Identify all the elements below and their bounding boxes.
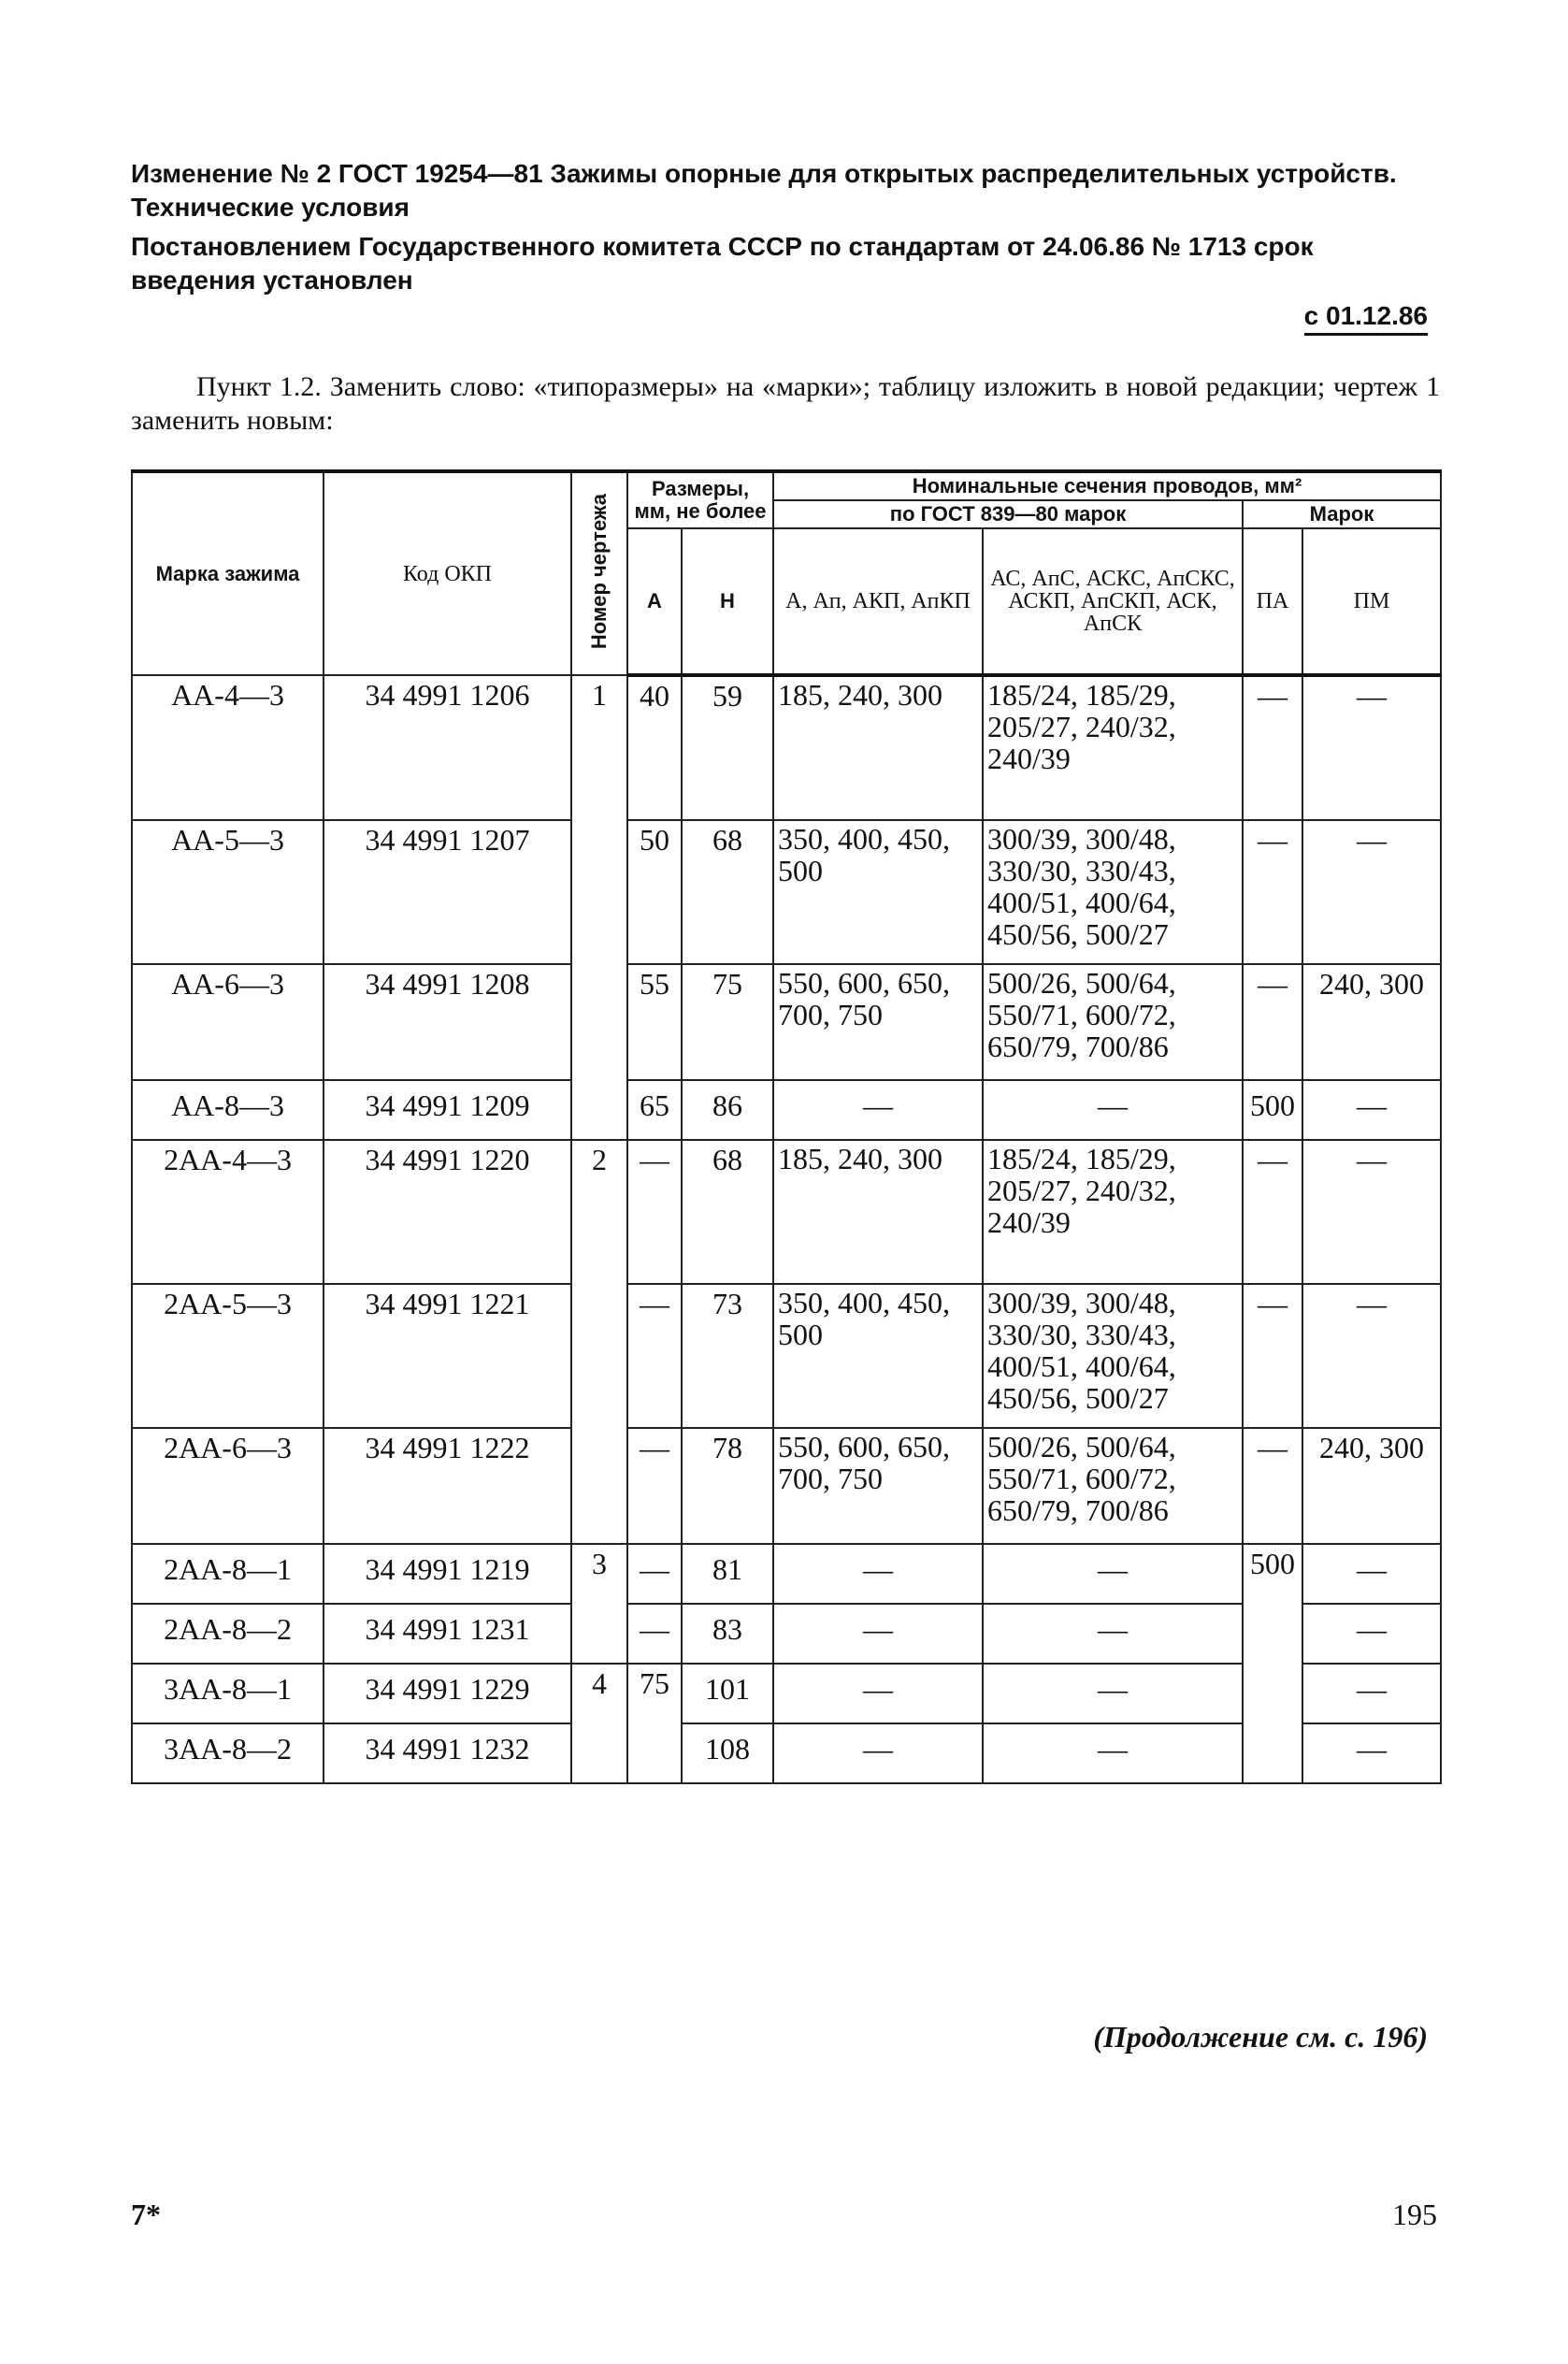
col-sections-header: Номинальные сечения проводов, мм² [773, 471, 1441, 500]
signature-mark: 7* [131, 2198, 161, 2231]
h-cell: 73 [682, 1284, 773, 1428]
h-cell: 59 [682, 675, 773, 820]
okp-cell: 34 4991 1220 [324, 1140, 571, 1284]
col-pm-header: ПМ [1302, 528, 1441, 675]
g2-cell: — [983, 1544, 1243, 1604]
h-cell: 68 [682, 820, 773, 964]
col-g2-header: АС, АпС, АСКС, АпСКС, АСКП, АпСКП, АСК, АпСК [983, 528, 1243, 675]
drawing-number-cell: 3 [571, 1544, 627, 1664]
a-cell: — [627, 1604, 682, 1664]
pm-cell: — [1302, 820, 1441, 964]
col-gost-header: по ГОСТ 839—80 марок [773, 500, 1243, 528]
drawing-header-label: Номер чертежа [587, 493, 611, 650]
a-cell: — [627, 1428, 682, 1544]
clamp-spec-table [131, 469, 1442, 1784]
g1-cell: 185, 240, 300 [773, 675, 983, 820]
brand-cell: 2АА-5—3 [132, 1284, 324, 1428]
h-cell: 86 [682, 1080, 773, 1140]
okp-cell: 34 4991 1222 [324, 1428, 571, 1544]
g2-cell: 185/24, 185/29, 205/27, 240/32, 240/39 [983, 1140, 1243, 1284]
okp-cell: 34 4991 1231 [324, 1604, 571, 1664]
g2-cell: 185/24, 185/29, 205/27, 240/32, 240/39 [983, 675, 1243, 820]
g1-cell: — [773, 1604, 983, 1664]
col-sizes-header: Размеры, мм, не более [627, 471, 773, 528]
a-merged-cell: 75 [627, 1664, 682, 1783]
h-cell: 68 [682, 1140, 773, 1284]
col-brands-header: Марок [1243, 500, 1441, 528]
pm-cell: — [1302, 1284, 1441, 1428]
table-row [132, 1284, 1441, 1428]
h-cell: 108 [682, 1723, 773, 1783]
pm-cell: — [1302, 1544, 1441, 1604]
col-pa-header: ПА [1243, 528, 1302, 675]
table-row [132, 820, 1441, 964]
g1-cell: 550, 600, 650, 700, 750 [773, 1428, 983, 1544]
g2-cell: 300/39, 300/48, 330/30, 330/43, 400/51, 400/64, 450/56, 500/27 [983, 1284, 1243, 1428]
table-row [132, 964, 1441, 1080]
pm-cell: — [1302, 1664, 1441, 1723]
pm-cell: — [1302, 1080, 1441, 1140]
brand-cell: 2АА-4—3 [132, 1140, 324, 1284]
effective-date: с 01.12.86 [1304, 301, 1428, 336]
table-row [132, 1544, 1441, 1604]
pm-cell: — [1302, 675, 1441, 820]
pa-cell: 500 [1243, 1080, 1302, 1140]
brand-cell: 2АА-8—1 [132, 1544, 324, 1604]
g2-cell: 300/39, 300/48, 330/30, 330/43, 400/51, 400/64, 450/56, 500/27 [983, 820, 1243, 964]
brand-cell: АА-8—3 [132, 1080, 324, 1140]
a-cell: 40 [627, 675, 682, 820]
pa-cell: — [1243, 964, 1302, 1080]
okp-cell: 34 4991 1221 [324, 1284, 571, 1428]
brand-cell: 3АА-8—1 [132, 1664, 324, 1723]
okp-cell: 34 4991 1208 [324, 964, 571, 1080]
pa-cell: — [1243, 820, 1302, 964]
table-row [132, 1080, 1441, 1140]
pm-cell: 240, 300 [1302, 964, 1441, 1080]
brand-cell: АА-5—3 [132, 820, 324, 964]
a-cell: 50 [627, 820, 682, 964]
a-cell: — [627, 1140, 682, 1284]
pm-cell: — [1302, 1604, 1441, 1664]
g1-cell: 550, 600, 650, 700, 750 [773, 964, 983, 1080]
brand-cell: 2АА-8—2 [132, 1604, 324, 1664]
table-row [132, 1140, 1441, 1284]
pa-cell: — [1243, 675, 1302, 820]
a-cell: — [627, 1544, 682, 1604]
okp-cell: 34 4991 1229 [324, 1664, 571, 1723]
g2-cell: 500/26, 500/64, 550/71, 600/72, 650/79, 700/86 [983, 1428, 1243, 1544]
intro-paragraph: Пункт 1.2. Заменить слово: «типоразмеры» на «марки»; таблицу изложить в новой редакции; чертеж 1 заменить новым: [131, 371, 1440, 436]
g2-cell: — [983, 1604, 1243, 1664]
pa-cell: — [1243, 1284, 1302, 1428]
okp-cell: 34 4991 1209 [324, 1080, 571, 1140]
g1-cell: — [773, 1723, 983, 1783]
h-cell: 81 [682, 1544, 773, 1604]
h-cell: 78 [682, 1428, 773, 1544]
col-g1-header: А, Ап, АКП, АпКП [773, 528, 983, 675]
g1-cell: 185, 240, 300 [773, 1140, 983, 1284]
pa-cell: — [1243, 1428, 1302, 1544]
brand-cell: 3АА-8—2 [132, 1723, 324, 1783]
g2-cell: — [983, 1664, 1243, 1723]
pm-cell: — [1302, 1723, 1441, 1783]
brand-cell: АА-6—3 [132, 964, 324, 1080]
drawing-number-cell: 2 [571, 1140, 627, 1544]
brand-cell: АА-4—3 [132, 675, 324, 820]
drawing-number-cell: 1 [571, 675, 627, 1140]
decree-text: Постановлением Государственного комитета СССР по стандартам от 24.06.86 № 1713 срок введения установлен [131, 232, 1314, 295]
col-brand-header: Марка зажима [132, 471, 324, 675]
a-cell: 65 [627, 1080, 682, 1140]
g1-cell: 350, 400, 450, 500 [773, 820, 983, 964]
document-title: Изменение № 2 ГОСТ 19254—81 Зажимы опорные для открытых распределительных устройств. Технические условия [131, 159, 1397, 222]
h-cell: 101 [682, 1664, 773, 1723]
okp-cell: 34 4991 1206 [324, 675, 571, 820]
g1-cell: — [773, 1544, 983, 1604]
col-h-header: Н [682, 528, 773, 675]
col-okp-header: Код ОКП [324, 471, 571, 675]
g1-cell: — [773, 1664, 983, 1723]
g1-cell: — [773, 1080, 983, 1140]
g2-cell: — [983, 1080, 1243, 1140]
pa-merged-cell: 500 [1243, 1544, 1302, 1783]
table-row [132, 675, 1441, 820]
h-cell: 75 [682, 964, 773, 1080]
continuation-note: (Продолжение см. с. 196) [1093, 2020, 1428, 2054]
h-cell: 83 [682, 1604, 773, 1664]
brand-cell: 2АА-6—3 [132, 1428, 324, 1544]
page-number: 195 [1392, 2198, 1437, 2231]
col-drawing-header [571, 471, 627, 675]
pm-cell: 240, 300 [1302, 1428, 1441, 1544]
drawing-number-cell: 4 [571, 1664, 627, 1783]
pa-cell: — [1243, 1140, 1302, 1284]
a-cell: 55 [627, 964, 682, 1080]
g2-cell: — [983, 1723, 1243, 1783]
okp-cell: 34 4991 1232 [324, 1723, 571, 1783]
g2-cell: 500/26, 500/64, 550/71, 600/72, 650/79, 700/86 [983, 964, 1243, 1080]
table-row [132, 1428, 1441, 1544]
pm-cell: — [1302, 1140, 1441, 1284]
okp-cell: 34 4991 1207 [324, 820, 571, 964]
g1-cell: 350, 400, 450, 500 [773, 1284, 983, 1428]
okp-cell: 34 4991 1219 [324, 1544, 571, 1604]
a-cell: — [627, 1284, 682, 1428]
col-a-header: А [627, 528, 682, 675]
